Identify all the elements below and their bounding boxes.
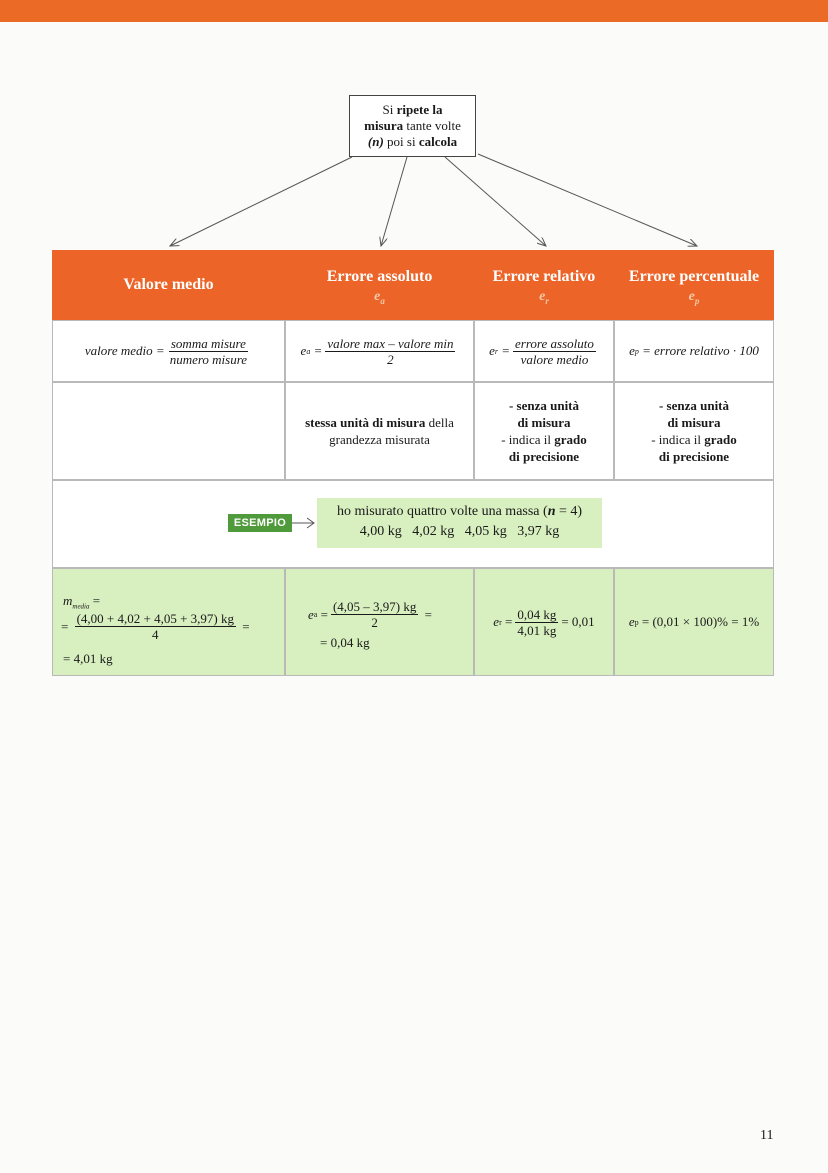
- note-errore-percentuale: - senza unità di misura - indica il grado di precisione: [614, 382, 774, 480]
- note-valore-medio: [52, 382, 285, 480]
- header-errore-relativo: Errore relativo $e_r$: [474, 250, 614, 320]
- note-errore-assoluto: stessa unità di misura della grandezza misurata: [285, 382, 474, 480]
- page-number: 11: [760, 1128, 774, 1143]
- header-errore-percentuale: Errore percentuale $e_p$: [614, 250, 774, 320]
- formula-errore-percentuale: e p = errore relativo · 100: [614, 320, 774, 382]
- calc-errore-relativo: e r = $\frac{0,04 kg}{4,01 kg}$ = 0,01: [474, 568, 614, 676]
- calc-errore-assoluto: e a = $\frac{(4,05 - 3,97) kg}{2}$ = = 0,04 kg: [285, 568, 474, 676]
- formula-valore-medio: valore medio = $\frac{\text{somma misure}}{\text{numero misure}}$: [52, 320, 285, 382]
- intro-box: Si ripete la misura tante volte (n) poi si calcola: [349, 95, 476, 157]
- header-valore-medio: Valore medio: [52, 250, 285, 320]
- measurement-table: [52, 250, 774, 676]
- connector-arrows: [0, 0, 828, 260]
- example-arrow-icon: [292, 516, 318, 530]
- example-box: ho misurato quattro volte una massa (n = 4) 4,00 kg 4,02 kg 4,05 kg 3,97 kg: [317, 498, 602, 548]
- calc-errore-percentuale: e p = (0,01 × 100)% = 1%: [614, 568, 774, 676]
- note-errore-relativo: - senza unità di misura - indica il grado di precisione: [474, 382, 614, 480]
- header-errore-assoluto: Errore assoluto $e_a$: [285, 250, 474, 320]
- example-tag: ESEMPIO: [228, 514, 292, 532]
- formula-errore-assoluto: e a = $\frac{\text{valore max – valore min}}{2}$: [285, 320, 474, 382]
- formula-errore-relativo: e r = $\frac{\text{errore assoluto}}{\text{valore medio}}$: [474, 320, 614, 382]
- calc-valore-medio: $m_{media}$ = = $\frac{(4,00 + 4,02 + 4,05 + 3,97) kg}{4}$ = = 4,01 kg: [52, 568, 285, 676]
